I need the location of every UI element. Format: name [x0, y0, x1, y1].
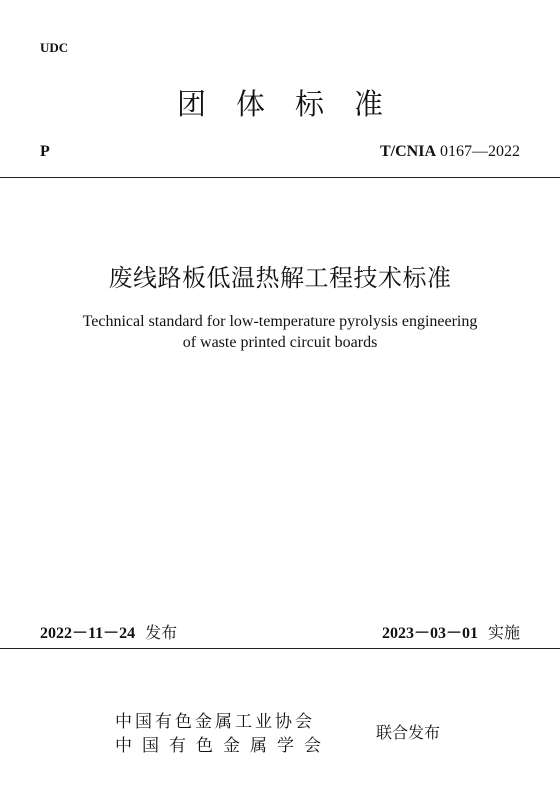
title-english — [20, 311, 540, 353]
issue-date-label: 发布 — [145, 623, 178, 642]
title-english-line-1: Technical standard for low-temperature pyrolysis engineering — [82, 313, 478, 330]
title-english-line-2: of waste printed circuit boards — [182, 334, 378, 351]
classification-code: P — [40, 143, 50, 160]
standard-prefix: T/CNIA — [379, 143, 436, 160]
standard-number — [380, 143, 520, 161]
joint-release-label: 联合发布 — [376, 723, 441, 742]
implementation-date-label: 实施 — [487, 623, 520, 642]
top-divider — [0, 177, 560, 178]
udc-label: UDC — [40, 40, 69, 55]
implementation-date-value: 2023－03－01 — [381, 625, 478, 642]
implementation-date — [382, 620, 520, 643]
standard-code: 0167—2022 — [440, 143, 520, 160]
issuer-organization-2: 中国有色金属学会 — [115, 736, 331, 756]
title-chinese: 废线路板低温热解工程技术标准 — [108, 264, 452, 292]
issue-date-value: 2022－11－24 — [40, 625, 136, 642]
document-type-heading: 团体标准 — [176, 87, 413, 121]
bottom-divider — [0, 648, 560, 649]
issue-date — [40, 620, 177, 643]
issuer-organization-1: 中国有色金属工业协会 — [115, 712, 315, 732]
